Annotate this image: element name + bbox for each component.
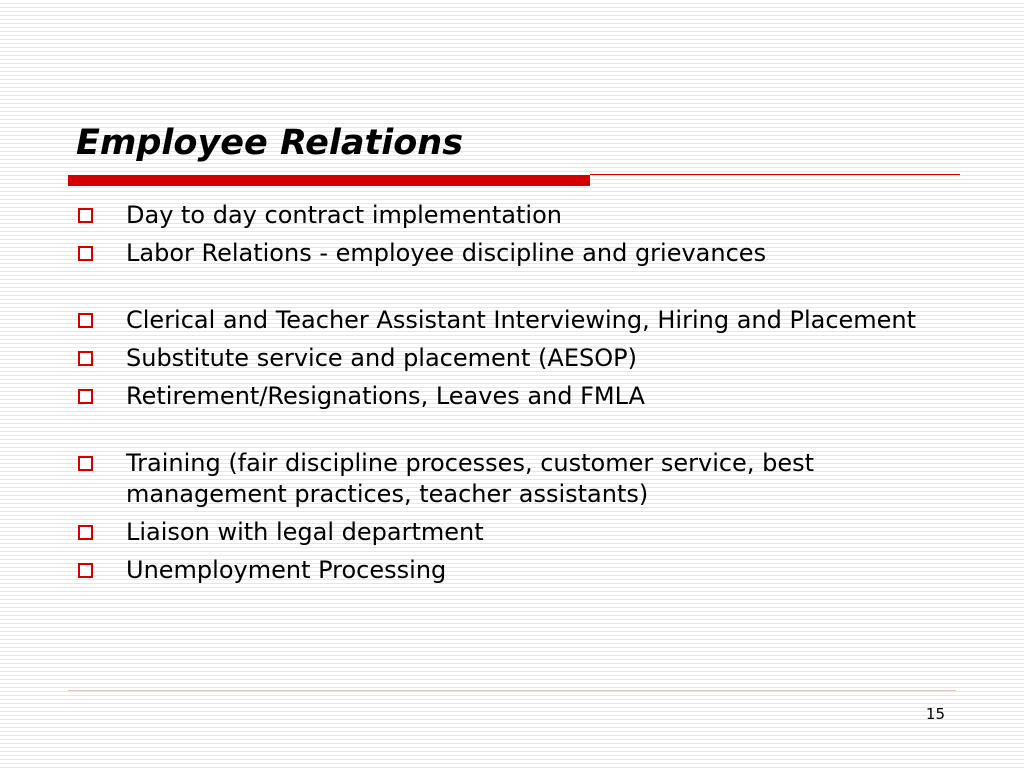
bullet-text: Retirement/Resignations, Leaves and FMLA [126,382,645,410]
bullet-item [76,448,976,510]
bullet-text: Substitute service and placement (AESOP) [126,344,637,372]
bullet-item [76,200,976,231]
page-number: 15 [925,705,945,723]
bullet-item [76,517,976,548]
bullet-item [76,238,976,269]
hollow-square-icon [78,351,93,366]
hollow-square-icon [78,525,93,540]
slide-title: Employee Relations [76,123,464,163]
footer-divider [68,690,956,691]
hollow-square-icon [78,208,93,223]
hollow-square-icon [78,389,93,404]
bullet-text: Labor Relations - employee discipline and grievances [126,239,767,267]
hollow-square-icon [78,246,93,261]
bullet-item [76,381,976,412]
bullet-text: Liaison with legal department [126,518,484,546]
bullet-item [76,555,976,586]
hollow-square-icon [78,313,93,328]
bullet-item [76,343,976,374]
bullet-text: Day to day contract implementation [126,201,562,229]
bullet-text: Clerical and Teacher Assistant Interviewing, Hiring and Placement [126,306,917,334]
title-underline-thin [590,174,960,175]
bullet-list [76,200,976,593]
bullet-text: Unemployment Processing [126,556,447,584]
title-underline-thick [68,175,590,186]
bullet-text: Training (fair discipline processes, customer service, best management practices, teacher assistants) [126,449,814,508]
bullet-item [76,305,976,336]
hollow-square-icon [78,563,93,578]
hollow-square-icon [78,456,93,471]
